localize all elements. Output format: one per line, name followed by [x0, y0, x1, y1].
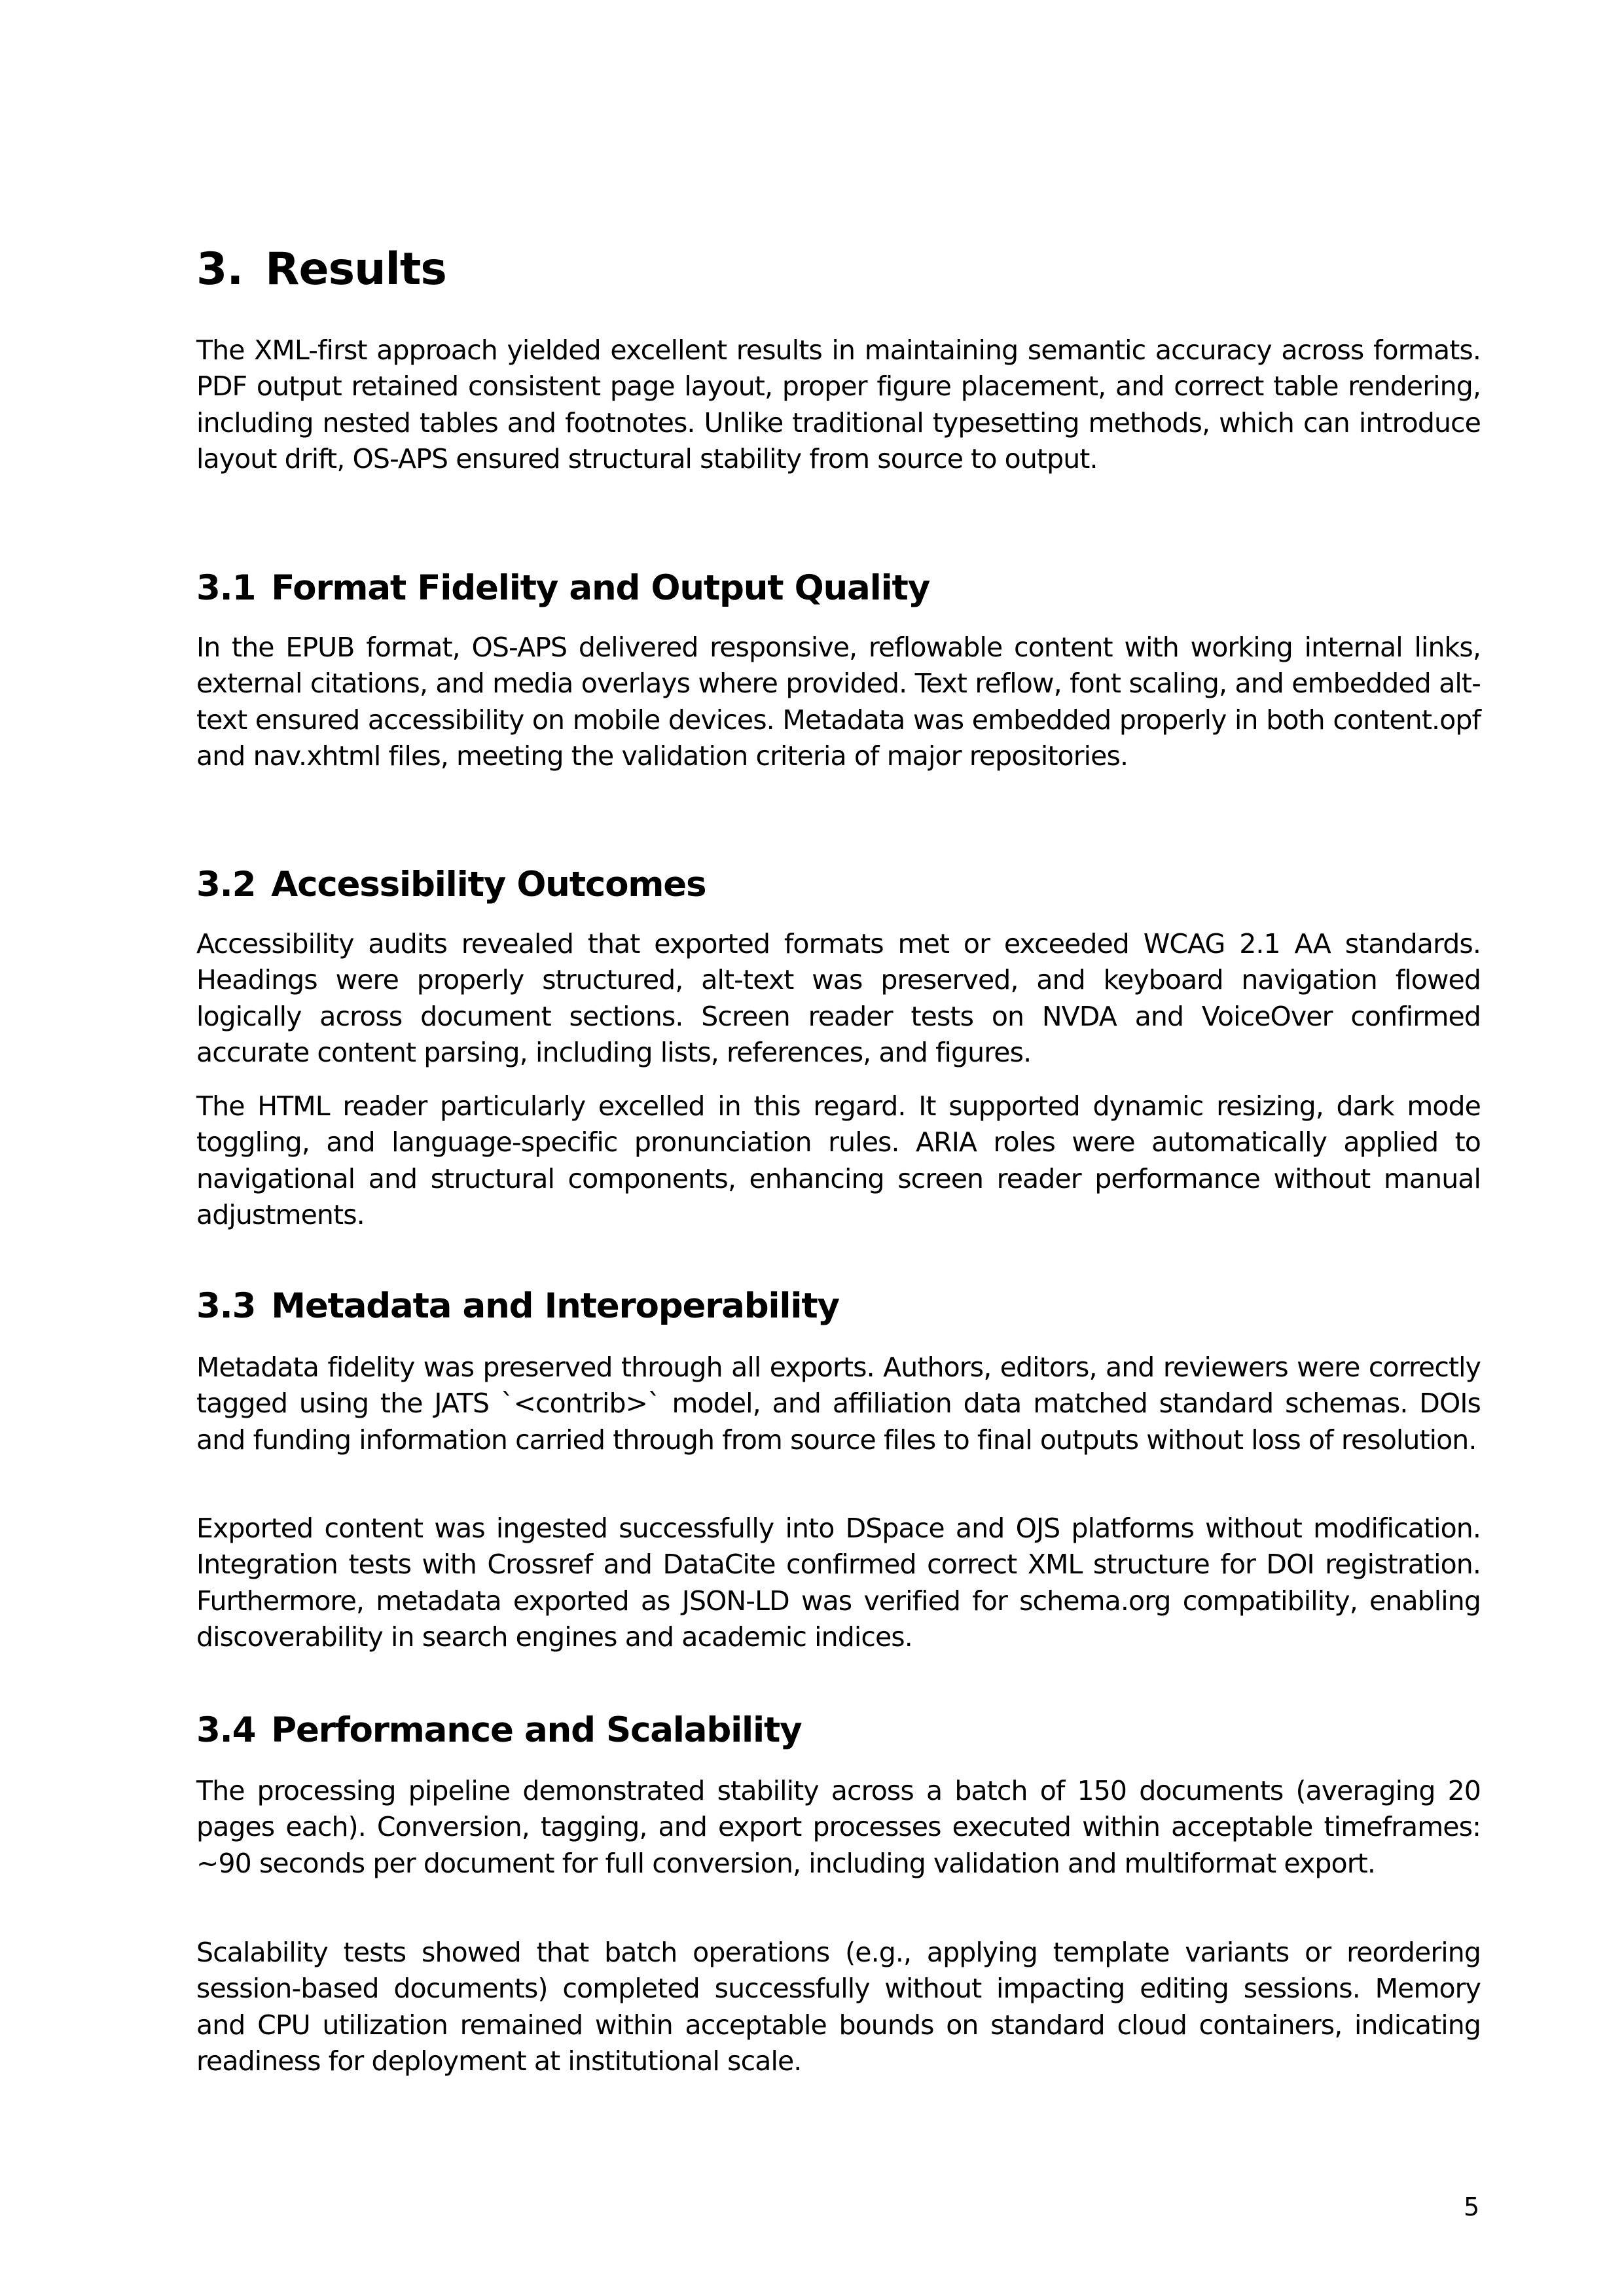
paragraph-3-2-2: The HTML reader particularly excelled in this regard. It supported dynamic resizing, dark mode toggling, and language-specific pronunciation rules. ARIA roles were automatically applied to navigational and structural components, enhancing screen reader performance without manual adjustments.: [196, 1090, 1481, 1231]
subsection-heading-3-4: [196, 1710, 802, 1750]
subsection-number: 3.4: [196, 1710, 256, 1750]
subsection-heading-3-2: [196, 865, 706, 905]
paragraph-3-2-1: Accessibility audits revealed that exported formats met or exceeded WCAG 2.1 AA standards. Headings were properly structured, alt-text was preserved, and keyboard navigation flowed logically across document sections. Screen reader tests on NVDA and VoiceOver confirmed accurate content parsing, including lists, references, and figures.: [196, 928, 1481, 1069]
section-number: 3.: [196, 243, 244, 295]
subsection-title: Metadata and Interoperability: [271, 1286, 839, 1326]
subsection-heading-3-1: [196, 568, 930, 608]
subsection-title: Format Fidelity and Output Quality: [271, 568, 930, 608]
subsection-heading-3-3: [196, 1286, 839, 1326]
section-title: Results: [265, 243, 446, 295]
subsection-number: 3.3: [196, 1286, 256, 1326]
results-intro-paragraph: The XML-first approach yielded excellent results in maintaining semantic accuracy across formats. PDF output retained consistent page layout, proper figure placement, and correct table rendering, including nested tables and footnotes. Unlike traditional typesetting methods, which can introduce layout drift, OS-APS ensured structural stability from source to output.: [196, 334, 1481, 475]
subsection-number: 3.1: [196, 568, 256, 608]
section-heading-results: [196, 243, 446, 295]
subsection-title: Performance and Scalability: [271, 1710, 802, 1750]
paragraph-3-4-1: The processing pipeline demonstrated stability across a batch of 150 documents (averaging 20 pages each). Conversion, tagging, and export processes executed within acceptable timeframes: ~90 seconds per document for full conversion, including validation and multiformat export.: [196, 1775, 1481, 1879]
subsection-number: 3.2: [196, 865, 256, 905]
paragraph-3-3-1: Metadata fidelity was preserved through all exports. Authors, editors, and reviewers were correctly tagged using the JATS `<contrib>` model, and affiliation data matched standard schemas. DOIs and funding information carried through from source files to final outputs without loss of resolution.: [196, 1352, 1481, 1456]
paragraph-3-1-1: In the EPUB format, OS-APS delivered responsive, reflowable content with working internal links, external citations, and media overlays where provided. Text reflow, font scaling, and embedded alt-text ensured accessibility on mobile devices. Metadata was embedded properly in both content.opf and nav.xhtml files, meeting the validation criteria of major repositories.: [196, 632, 1481, 772]
page-number: 5: [1464, 2193, 1480, 2221]
paragraph-3-4-2: Scalability tests showed that batch operations (e.g., applying template variants or reordering session-based documents) completed successfully without impacting editing sessions. Memory and CPU utilization remained within acceptable bounds on standard cloud containers, indicating readiness for deployment at institutional scale.: [196, 1937, 1481, 2077]
subsection-title: Accessibility Outcomes: [271, 865, 706, 905]
paragraph-3-3-2: Exported content was ingested successfully into DSpace and OJS platforms without modification. Integration tests with Crossref and DataCite confirmed correct XML structure for DOI registration. Furthermore, metadata exported as JSON-LD was verified for schema.org compatibility, enabling discoverability in search engines and academic indices.: [196, 1513, 1481, 1653]
